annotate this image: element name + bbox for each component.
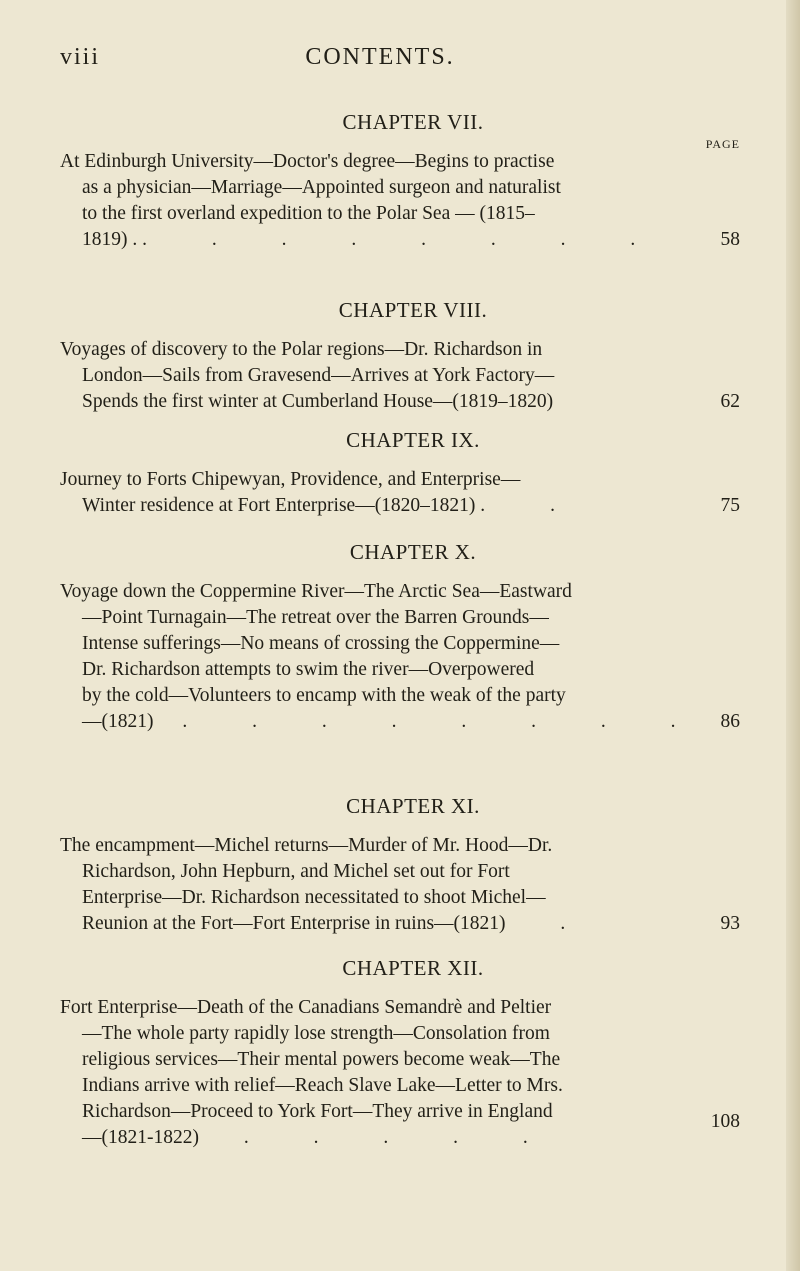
page-number: 62	[720, 391, 740, 412]
page-number: 58	[720, 229, 740, 250]
summary-line: Voyage down the Coppermine River—The Arctic Sea—Eastward	[60, 581, 572, 602]
summary-line: Indians arrive with relief—Reach Slave Lake—Letter to Mrs.	[82, 1075, 563, 1096]
summary-line: Enterprise—Dr. Richardson necessitated to shoot Michel—	[82, 887, 546, 908]
dot-leader: . . . . .	[243, 1127, 558, 1148]
dot-leader: . . . . . . . .	[182, 711, 706, 732]
dot-leader: .	[550, 495, 585, 516]
summary-line: Intense sufferings—No means of crossing the Coppermine—	[82, 633, 560, 654]
summary-line: religious services—Their mental powers become weak—The	[82, 1049, 561, 1070]
chapter-12-entry	[60, 956, 740, 1151]
summary-line: to the first overland expedition to the Polar Sea — (1815–	[82, 203, 535, 224]
page-number: 86	[720, 711, 740, 732]
chapter-summary	[60, 149, 740, 253]
chapter-11-entry	[60, 794, 740, 937]
summary-line: Richardson, John Hepburn, and Michel set out for Fort	[82, 861, 510, 882]
chapter-9-entry	[60, 428, 740, 519]
chapter-title: CHAPTER VIII.	[338, 298, 488, 322]
chapter-10-entry	[60, 540, 740, 735]
page-folio: viii	[60, 44, 101, 70]
chapter-summary	[60, 579, 740, 735]
summary-line: Voyages of discovery to the Polar regions—Dr. Richardson in	[60, 339, 543, 360]
summary-line: —Point Turnagain—The retreat over the Barren Grounds—	[82, 607, 549, 628]
chapter-summary	[60, 833, 740, 937]
page-column-label: PAGE	[705, 137, 740, 151]
running-head	[60, 44, 700, 74]
summary-line: Journey to Forts Chipewyan, Providence, and Enterprise—	[60, 469, 521, 490]
summary-line: Dr. Richardson attempts to swim the river—Overpowered	[82, 659, 535, 680]
summary-line: Richardson—Proceed to York Fort—They arrive in England	[82, 1101, 553, 1122]
summary-line: Spends the first winter at Cumberland House—(1819–1820)	[82, 391, 554, 412]
summary-line: The encampment—Michel returns—Murder of Mr. Hood—Dr.	[60, 835, 553, 856]
chapter-title: CHAPTER X.	[349, 540, 477, 564]
page-number: 75	[720, 495, 740, 516]
summary-line: as a physician—Marriage—Appointed surgeon and naturalist	[82, 177, 561, 198]
summary-line: 1819) .	[82, 229, 138, 250]
summary-line: Fort Enterprise—Death of the Canadians Semandrè and Peltier	[60, 997, 552, 1018]
chapter-summary	[60, 337, 740, 415]
chapter-title: CHAPTER VII.	[342, 110, 484, 134]
dot-leader: .	[560, 913, 596, 934]
chapter-7-entry	[60, 110, 740, 253]
summary-line: —(1821)	[82, 711, 154, 732]
summary-line: London—Sails from Gravesend—Arrives at York Factory—	[82, 365, 555, 386]
summary-line: Reunion at the Fort—Fort Enterprise in ruins—(1821)	[82, 913, 506, 934]
page-number: 108	[710, 1111, 740, 1132]
page-number: 93	[720, 913, 740, 934]
summary-line: by the cold—Volunteers to encamp with the weak of the party	[82, 685, 566, 706]
chapter-summary	[60, 995, 740, 1151]
summary-line: —(1821-1822)	[82, 1127, 199, 1148]
chapter-title: CHAPTER XI.	[346, 794, 480, 818]
chapter-8-entry	[60, 298, 740, 415]
chapter-summary	[60, 467, 740, 519]
running-title: CONTENTS.	[305, 44, 455, 70]
summary-line: —The whole party rapidly lose strength—Consolation from	[82, 1023, 550, 1044]
chapter-title: CHAPTER XII.	[342, 956, 484, 980]
summary-line: At Edinburgh University—Doctor's degree—Begins to practise	[60, 151, 555, 172]
page-edge	[786, 0, 800, 1271]
dot-leader: . . . . . . . .	[142, 229, 666, 250]
summary-line: Winter residence at Fort Enterprise—(1820–1821) .	[82, 495, 486, 516]
chapter-title: CHAPTER IX.	[346, 428, 480, 452]
